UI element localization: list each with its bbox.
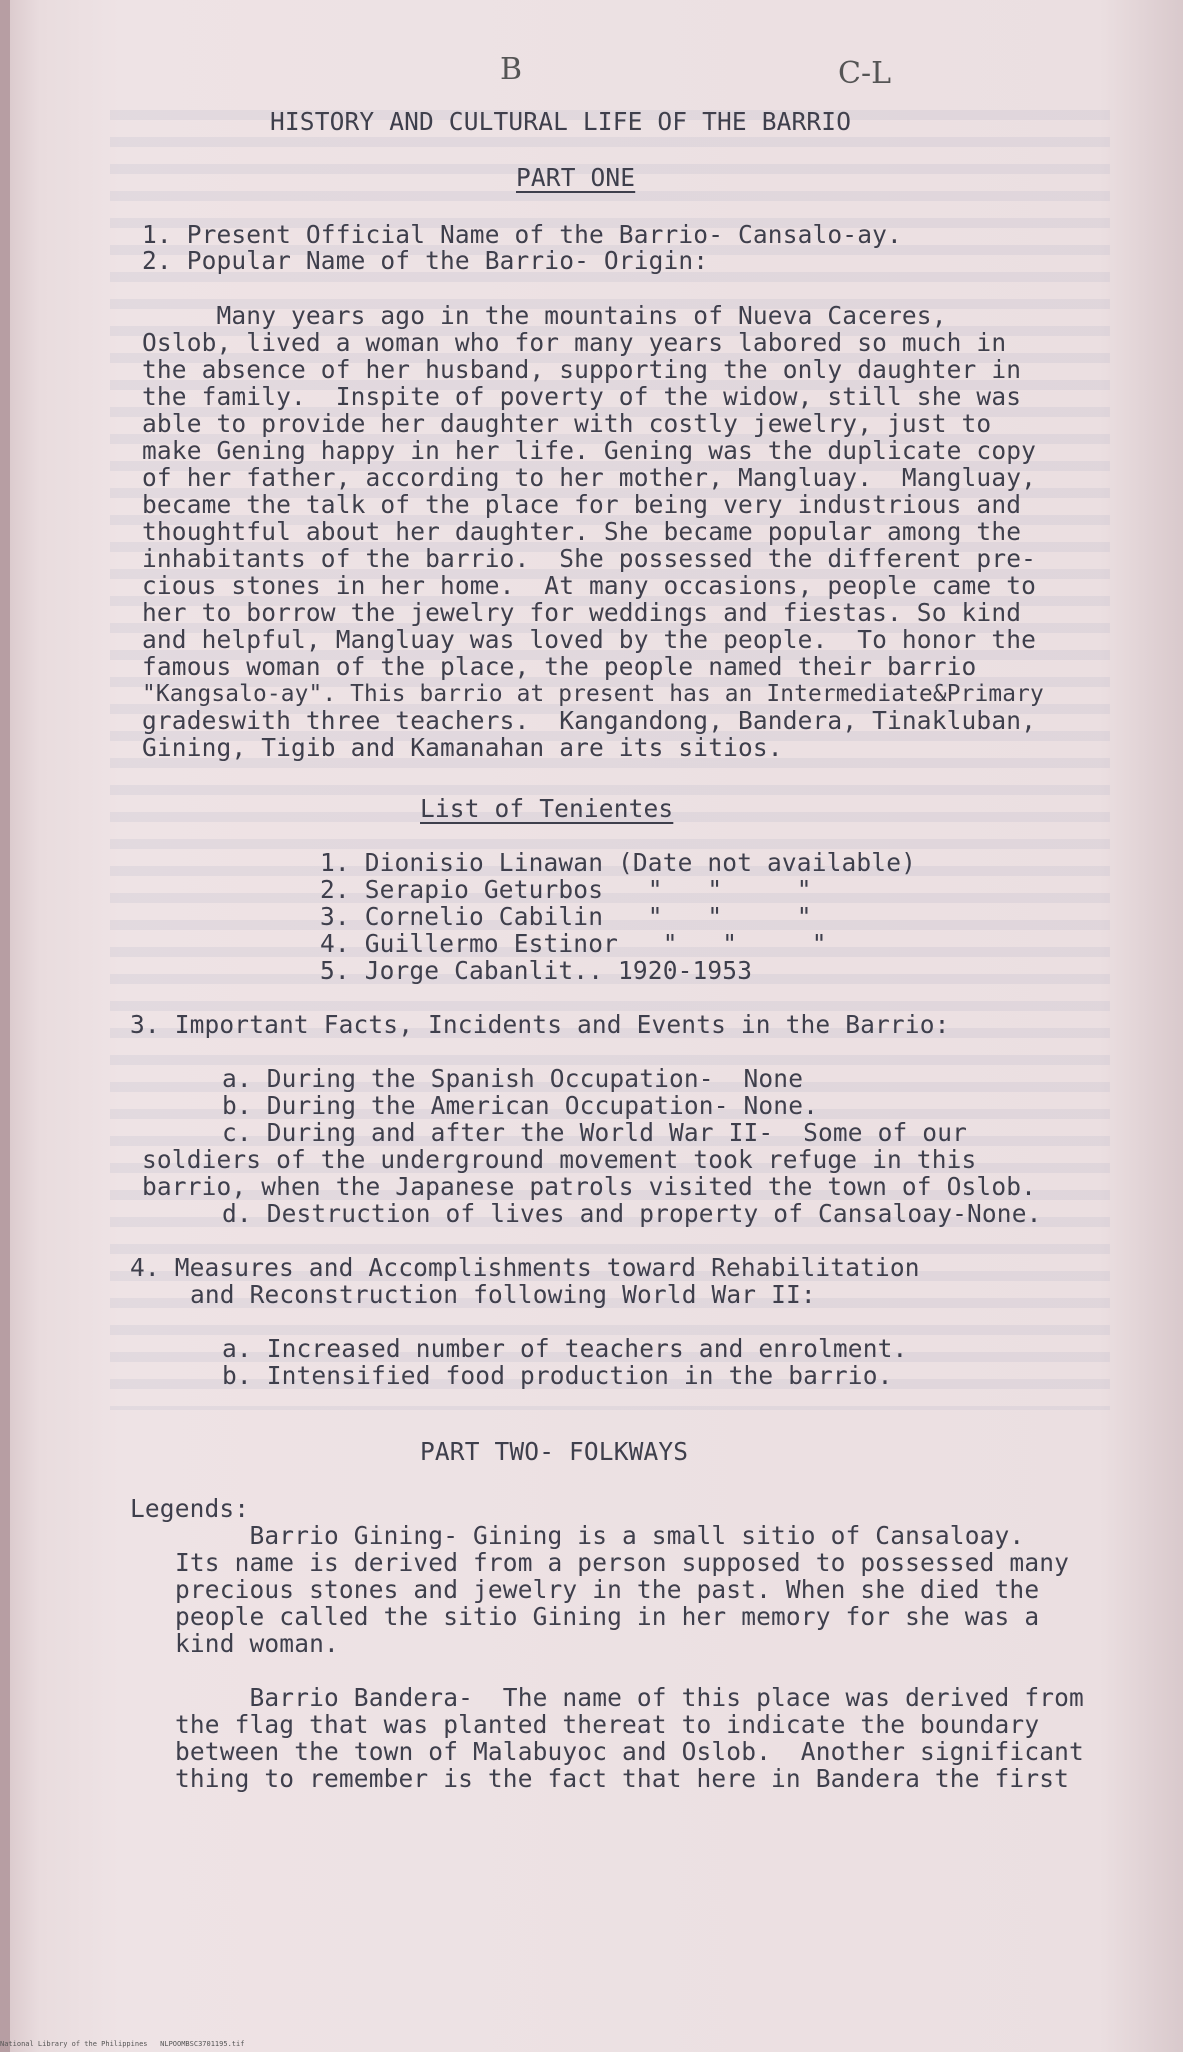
tenientes-heading: List of Tenientes: [420, 794, 674, 823]
paragraph-line: Gining, Tigib and Kamanahan are its sitios.: [142, 733, 783, 762]
teniente-item: 4. Guillermo Estinor " " ": [320, 929, 827, 958]
legend-gining-line: precious stones and jewelry in the past. When she died the: [175, 1575, 1040, 1604]
handwritten-mark-right: C-L: [838, 56, 892, 91]
item-3-line: soldiers of the underground movement took refuge in this: [142, 1145, 977, 1174]
item-3-line: d. Destruction of lives and property of Cansaloay-None.: [222, 1199, 1042, 1228]
legend-bandera-line: between the town of Malabuyoc and Oslob. Another significant: [175, 1737, 1084, 1766]
legend-gining-line: kind woman.: [175, 1629, 339, 1658]
paragraph-line: became the talk of the place for being very industrious and: [142, 490, 1022, 519]
legend-bandera-line: the flag that was planted thereat to indicate the boundary: [175, 1710, 1040, 1739]
paragraph-line: able to provide her daughter with costly jewelry, just to: [142, 409, 992, 438]
paragraph-line: her to borrow the jewelry for weddings and fiestas. So kind: [142, 598, 1022, 627]
item-4-heading: and Reconstruction following World War II:: [190, 1280, 816, 1309]
paragraph-line: gradeswith three teachers. Kangandong, Bandera, Tinakluban,: [142, 706, 1037, 735]
part-one-heading: PART ONE: [516, 163, 636, 192]
handwritten-mark-left: B: [500, 52, 523, 87]
part-two-heading: PART TWO- FOLKWAYS: [420, 1437, 689, 1466]
paragraph-line: cious stones in her home. At many occasions, people came to: [142, 571, 1037, 600]
item-3-line: c. During and after the World War II- Some of our: [222, 1118, 968, 1147]
document-title: HISTORY AND CULTURAL LIFE OF THE BARRIO: [270, 107, 852, 136]
paragraph-line: the family. Inspite of poverty of the widow, still she was: [142, 382, 1022, 411]
paragraph-line: make Gening happy in her life. Gening was the duplicate copy: [142, 436, 1037, 465]
item-1-official-name: 1. Present Official Name of the Barrio- Cansalo-ay.: [142, 220, 902, 249]
item-4-line: b. Intensified food production in the barrio.: [222, 1361, 893, 1390]
paragraph-line: Oslob, lived a woman who for many years labored so much in: [142, 328, 1007, 357]
legend-bandera-line: Barrio Bandera- The name of this place was derived from: [175, 1683, 1084, 1712]
item-4-line: a. Increased number of teachers and enrolment.: [222, 1334, 908, 1363]
item-3-heading: 3. Important Facts, Incidents and Events in the Barrio:: [130, 1010, 950, 1039]
paragraph-line: and helpful, Mangluay was loved by the people. To honor the: [142, 625, 1037, 654]
legend-gining-line: Its name is derived from a person supposed to possessed many: [175, 1548, 1070, 1577]
legend-gining-line: people called the sitio Gining in her memory for she was a: [175, 1602, 1040, 1631]
paragraph-line: famous woman of the place, the people named their barrio: [142, 652, 977, 681]
item-3-line: barrio, when the Japanese patrols visited the town of Oslob.: [142, 1172, 1037, 1201]
item-2-popular-name: 2. Popular Name of the Barrio- Origin:: [142, 246, 709, 275]
teniente-item: 2. Serapio Geturbos " " ": [320, 875, 812, 904]
teniente-item: 1. Dionisio Linawan (Date not available): [320, 848, 917, 877]
paragraph-line: Many years ago in the mountains of Nueva Caceres,: [142, 301, 947, 330]
paragraph-line: of her father, according to her mother, Mangluay. Mangluay,: [142, 463, 1037, 492]
paragraph-line: inhabitants of the barrio. She possessed the different pre-: [142, 544, 1037, 573]
legend-bandera-line: thing to remember is the fact that here in Bandera the first: [175, 1764, 1070, 1793]
paragraph-line: the absence of her husband, supporting the only daughter in: [142, 355, 1022, 384]
scan-footer: National Library of the Philippines NLPOOMBSC3701195.tif: [0, 2040, 245, 2048]
paragraph-line: thoughtful about her daughter. She became popular among the: [142, 517, 1022, 546]
item-3-line: b. During the American Occupation- None.: [222, 1091, 819, 1120]
page-binding-edge: [0, 0, 10, 2052]
teniente-item: 5. Jorge Cabanlit.. 1920-1953: [320, 956, 753, 985]
paragraph-line: "Kangsalo-ay". This barrio at present has an Intermediate&Primary: [142, 681, 1044, 707]
item-4-heading: 4. Measures and Accomplishments toward Rehabilitation: [130, 1253, 920, 1282]
legends-label: Legends:: [130, 1494, 250, 1523]
teniente-item: 3. Cornelio Cabilin " " ": [320, 902, 812, 931]
legend-gining-line: Barrio Gining- Gining is a small sitio of Cansaloay.: [175, 1521, 1025, 1550]
item-3-line: a. During the Spanish Occupation- None: [222, 1064, 804, 1093]
